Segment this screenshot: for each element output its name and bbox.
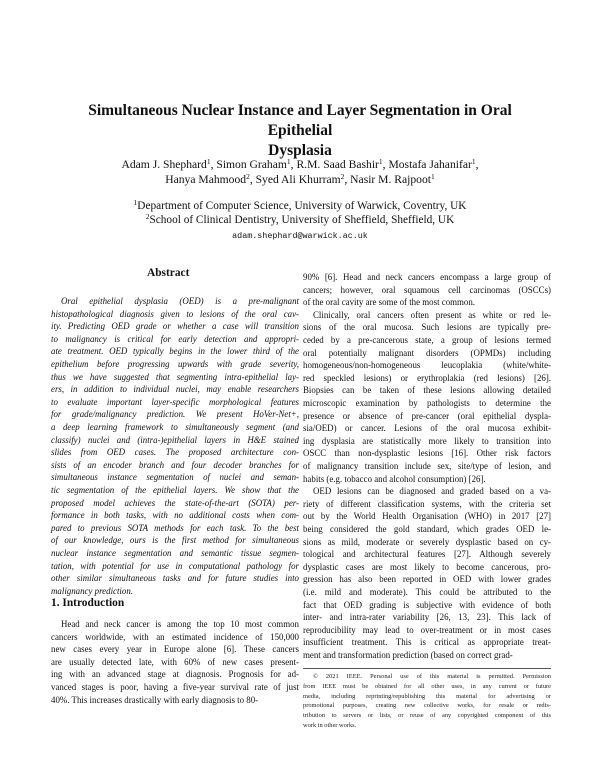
author-separator: , [382, 158, 389, 171]
abstract-line: ity. Predicting OED grade or whether a case will transition [51, 321, 299, 332]
introduction-line: ing with an advanced stage at diagnosis. Prognosis for ad- [51, 669, 299, 680]
author-affiliation-mark: 1 [471, 157, 476, 166]
author-affiliation-mark: 1 [431, 172, 435, 181]
abstract-line: thus we have suggested that segmenting intra-epithelial lay- [51, 371, 299, 382]
author-separator: , [290, 158, 297, 171]
body-line: out by the World Health Organisation (WHO) in 2017 [27] [303, 511, 551, 522]
author-name: Hanya Mahmood [165, 173, 247, 186]
footnote-line: work in other works. [303, 722, 357, 729]
introduction-line: cancers worldwide, with an estimated incidence of 150,000 [51, 631, 299, 642]
author-affiliation-mark: 2 [340, 172, 345, 181]
body-line: homogeneous/non-homogeneous leucoplakia (white/white- [303, 360, 551, 371]
body-line: ceded by a pre-cancerous state, a group of lesions termed [303, 335, 551, 345]
introduction-line: Head and neck cancer is among the top 10 most common [61, 619, 299, 629]
body-line: of malignancy transition include sex, site/type of lesion, and [303, 461, 551, 471]
author-list [40, 172, 560, 187]
author-separator: , [344, 173, 351, 186]
abstract-line: a deep learning framework to simultaneously segment (and [51, 422, 299, 432]
author-name: Simon Graham [216, 158, 287, 171]
author-separator: , [210, 158, 217, 171]
footnote-line: from IEEE must be obtained for all other uses, in any current or future [303, 682, 551, 690]
author-list [40, 157, 560, 172]
abstract-line: slides from OED cases. The proposed architecture con- [51, 447, 299, 458]
body-line: sions as mild, moderate or severely dysplastic based on cy- [303, 536, 551, 547]
body-line: inter- and intra-rater variability [26, 13, 23]. This lack of [303, 612, 551, 623]
introduction-heading: 1. Introduction [51, 597, 125, 609]
body-line: OSCC than non-dysplastic lesions [16]. Other risk factors [303, 448, 551, 459]
abstract-line: tic segmentation of the epithelial layers. We show that the [51, 485, 299, 495]
footnote-rule [303, 668, 551, 669]
abstract-line: to evaluate important layer-specific morphological features [51, 396, 299, 407]
abstract-line: malignancy prediction. [51, 585, 133, 596]
author-affiliation-mark: 1 [286, 157, 291, 166]
body-line: cancers; however, oral squamous cell carcinomas (OSCCs) [303, 284, 551, 295]
abstract-line: ers, in addition to individual nuclei, may enable researchers [51, 384, 299, 395]
paper-title [60, 101, 540, 161]
body-line: 90% [6]. Head and neck cancers encompass a large group of [303, 272, 551, 282]
affiliation-line [40, 199, 560, 214]
author-name: Mostafa Jahanifar [388, 158, 472, 171]
title-line: Simultaneous Nuclear Instance and Layer Segmentation in Oral Epithelial [88, 102, 512, 139]
introduction-line: are usually detected late, with 60% of new cases present- [51, 656, 299, 667]
author-name: R.M. Saad Bashir [296, 158, 379, 171]
affiliation-mark: 2 [145, 212, 150, 221]
abstract-line: epithelium before progressing upwards with grade severity, [51, 359, 299, 369]
abstract-line: pared to previous SOTA methods for each task. To the best [51, 522, 299, 533]
body-line: reproducibility may lead to over-treatment or in most cases [303, 624, 551, 635]
abstract-line: proposed model achieves the state-of-the-art (SOTA) per- [51, 497, 299, 508]
abstract-line: for grade/malignancy prediction. We present HoVer-Net+, [51, 409, 299, 420]
body-line: tological and architectural features [27]. Although severely [303, 549, 551, 560]
body-line: Clinically, oral cancers often present as white or red le- [313, 309, 551, 320]
abstract-line: sists of an encoder branch and four decoder branches for [51, 459, 299, 470]
body-line: OED lesions can be diagnosed and graded based on a va- [313, 486, 551, 497]
abstract-line: tation, with potential for use in computational pathology for [51, 560, 299, 571]
body-line: sions of the oral mucosa. Such lesions are typically pre- [303, 322, 551, 333]
body-line: oral potentially malignant disorders (OPMDs) including [303, 347, 551, 358]
body-line: of the oral cavity are some of the most common. [303, 297, 476, 308]
footnote-line: promotional purposes, creating new collective works, for resale or redis- [303, 702, 551, 710]
body-line: (i.e. mild and moderate). This could be attributed to the [303, 587, 551, 597]
author-separator: , [475, 158, 479, 171]
author-name: Nasir M. Rajpoot [350, 173, 431, 186]
author-affiliation-mark: 1 [206, 157, 211, 166]
abstract-line: simultaneous instance segmentation of nuclei and seman- [51, 472, 299, 483]
body-line: red speckled lesions) or erythroplakia (red lesions) [26]. [303, 372, 551, 383]
abstract-line: Oral epithelial dysplasia (OED) is a pre-malignant [61, 296, 299, 306]
body-line: ment and transformation prediction (based on correct grad- [303, 650, 513, 660]
author-separator: , [249, 173, 256, 186]
abstract-line: other similar simultaneous tasks and for future studies into [51, 573, 299, 584]
introduction-line: 40%. This increases drastically with early diagnosis to 80- [51, 694, 259, 705]
footnote-line: tribution to servers or lists, or reuse of any copyrighted component of this [303, 712, 551, 720]
contact-email: adam.shephard@warwick.ac.uk [232, 231, 368, 241]
affiliation-mark: 1 [133, 198, 138, 207]
body-line: habits (e.g. tobacco and alcohol consumption) [26]. [303, 473, 486, 484]
body-line: Biopsies can be taken of these lesions allowing detailed [303, 385, 551, 396]
author-affiliation-mark: 2 [246, 172, 250, 181]
author-name: Syed Ali Khurram [255, 173, 341, 186]
body-line: being considered the gold standard, which grades OED le- [303, 524, 551, 534]
abstract-line: histopathological diagnosis given to lesions of the oral cav- [51, 308, 299, 319]
abstract-line: of our knowledge, ours is the first method for simultaneous [51, 535, 299, 546]
footnote-line: media, including reprinting/republishing this material for advertising or [303, 692, 551, 700]
body-line: presence or absence of pre-cancer (oral epithelial dyspla- [303, 410, 551, 421]
body-line: insufficient treatment. This is critical as appropriate treat- [303, 637, 551, 648]
abstract-line: classify) nuclei and (intra-)epithelial layers in H&E stained [51, 434, 299, 445]
body-line: ing dysplasia are statistically more likely to transition into [303, 435, 551, 446]
abstract-line: ate treatment. OED typically begins in the lower third of the [51, 346, 299, 357]
author-affiliation-mark: 1 [378, 157, 383, 166]
body-line: fact that OED grading is subjective with evidence of both [303, 599, 551, 610]
affiliation-line [40, 213, 560, 228]
author-name: Adam J. Shephard [121, 158, 207, 171]
affiliation-text: School of Clinical Dentistry, University of Sheffield, Sheffield, UK [149, 214, 455, 226]
body-line: gression has also been reported in OED with lower grades [303, 574, 551, 585]
title-line: Dysplasia [268, 142, 332, 159]
affiliation-text: Department of Computer Science, University of Warwick, Coventry, UK [137, 200, 467, 212]
body-line: dysplastic cases are most likely to become cancerous, pro- [303, 561, 551, 572]
introduction-line: vanced stages is poor, having a five-year survival rate of just [51, 682, 299, 692]
footnote-line: © 2021 IEEE. Personal use of this material is permitted. Permission [313, 673, 551, 680]
introduction-line: new cases every year in Europe alone [6]. These cancers [51, 644, 299, 655]
abstract-line: formance in both tasks, with no additional costs when com- [51, 510, 299, 521]
body-line: riety of different classification systems, with the criteria set [303, 498, 551, 509]
abstract-line: nuclear instance segmentation and semantic tissue segmen- [51, 548, 299, 558]
body-line: microscopic examination by pathologists to determine the [303, 398, 551, 408]
abstract-heading: Abstract [147, 267, 190, 279]
body-line: sia/OED) or cancer. Lesions of the oral mucosa exhibit- [303, 423, 551, 434]
abstract-line: to malignancy is critical for early detection and appropri- [51, 333, 299, 344]
